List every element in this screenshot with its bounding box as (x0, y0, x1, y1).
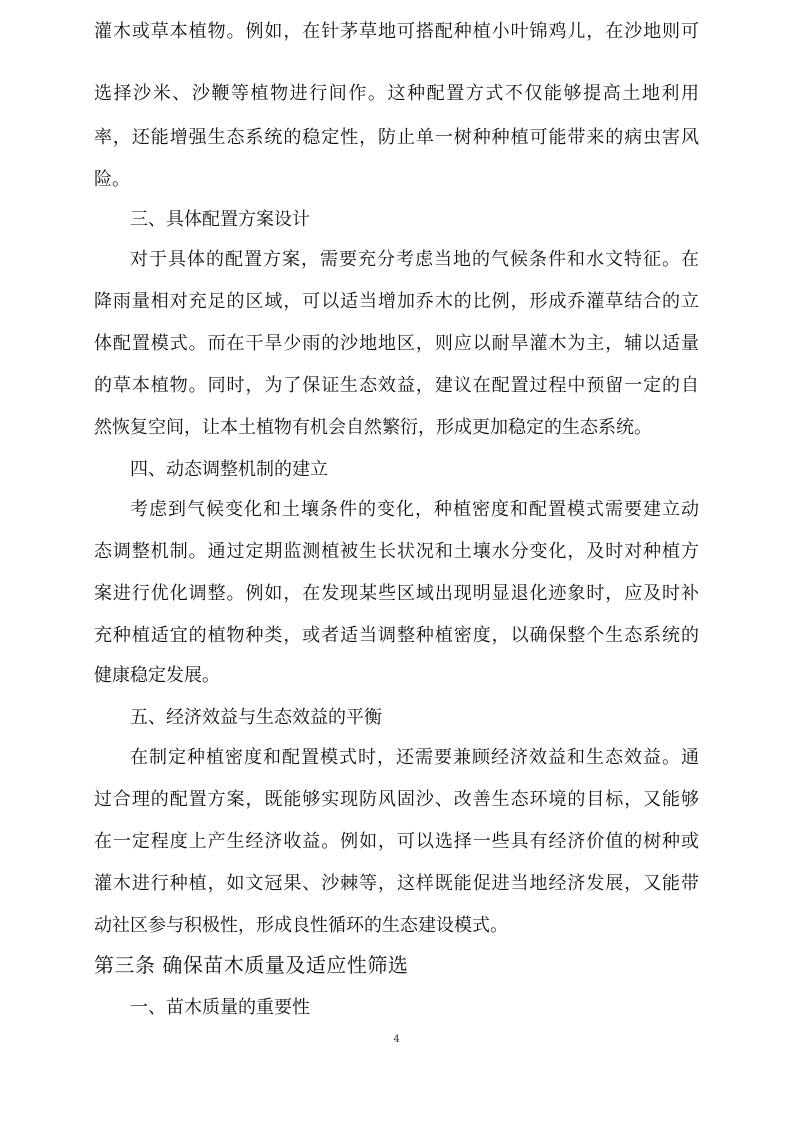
paragraph-line: 险。 (94, 169, 130, 190)
paragraph-line: 过合理的配置方案，既能够实现防风固沙、改善生态环境的目标，又能够 (94, 789, 699, 810)
paragraph-line: 考虑到气候变化和土壤条件的变化，种植密度和配置模式需要建立动 (130, 499, 699, 520)
section-heading: 四、动态调整机制的建立 (130, 459, 328, 480)
page-number: 4 (393, 1034, 400, 1045)
paragraph-line: 然恢复空间，让本土植物有机会自然繁衍，形成更加稳定的生态系统。 (94, 417, 652, 438)
paragraph-line: 态调整机制。通过定期监测植被生长状况和土壤水分变化，及时对种植方 (94, 541, 699, 562)
paragraph-line: 灌木进行种植，如文冠果、沙棘等，这样既能促进当地经济发展，又能带 (94, 873, 699, 894)
paragraph-line: 充种植适宜的植物种类，或者适当调整种植密度，以确保整个生态系统的 (94, 625, 699, 646)
article-heading: 第三条 确保苗木质量及适应性筛选 (94, 953, 409, 977)
section-heading: 五、经济效益与生态效益的平衡 (130, 707, 382, 728)
paragraph-line: 灌木或草本植物。例如，在针茅草地可搭配种植小叶锦鸡儿，在沙地则可 (94, 21, 699, 42)
paragraph-line: 案进行优化调整。例如，在发现某些区域出现明显退化迹象时，应及时补 (94, 583, 699, 604)
paragraph-line: 选择沙米、沙鞭等植物进行间作。这种配置方式不仅能够提高土地利用 (94, 83, 699, 104)
paragraph-line: 对于具体的配置方案，需要充分考虑当地的气候条件和水文特征。在 (130, 249, 699, 270)
paragraph-line: 体配置模式。而在干旱少雨的沙地地区，则应以耐旱灌木为主，辅以适量 (94, 333, 699, 354)
paragraph-line: 率，还能增强生态系统的稳定性，防止单一树种种植可能带来的病虫害风 (94, 127, 699, 148)
paragraph-line: 降雨量相对充足的区域，可以适当增加乔木的比例，形成乔灌草结合的立 (94, 291, 699, 312)
section-heading: 一、苗木质量的重要性 (130, 997, 310, 1018)
paragraph-line: 在一定程度上产生经济收益。例如，可以选择一些具有经济价值的树种或 (94, 831, 699, 852)
section-heading: 三、具体配置方案设计 (130, 209, 310, 230)
paragraph-line: 在制定种植密度和配置模式时，还需要兼顾经济效益和生态效益。通 (130, 747, 699, 768)
paragraph-line: 健康稳定发展。 (94, 665, 220, 686)
paragraph-line: 动社区参与积极性，形成良性循环的生态建设模式。 (94, 915, 508, 936)
paragraph-line: 的草本植物。同时，为了保证生态效益，建议在配置过程中预留一定的自 (94, 375, 699, 396)
